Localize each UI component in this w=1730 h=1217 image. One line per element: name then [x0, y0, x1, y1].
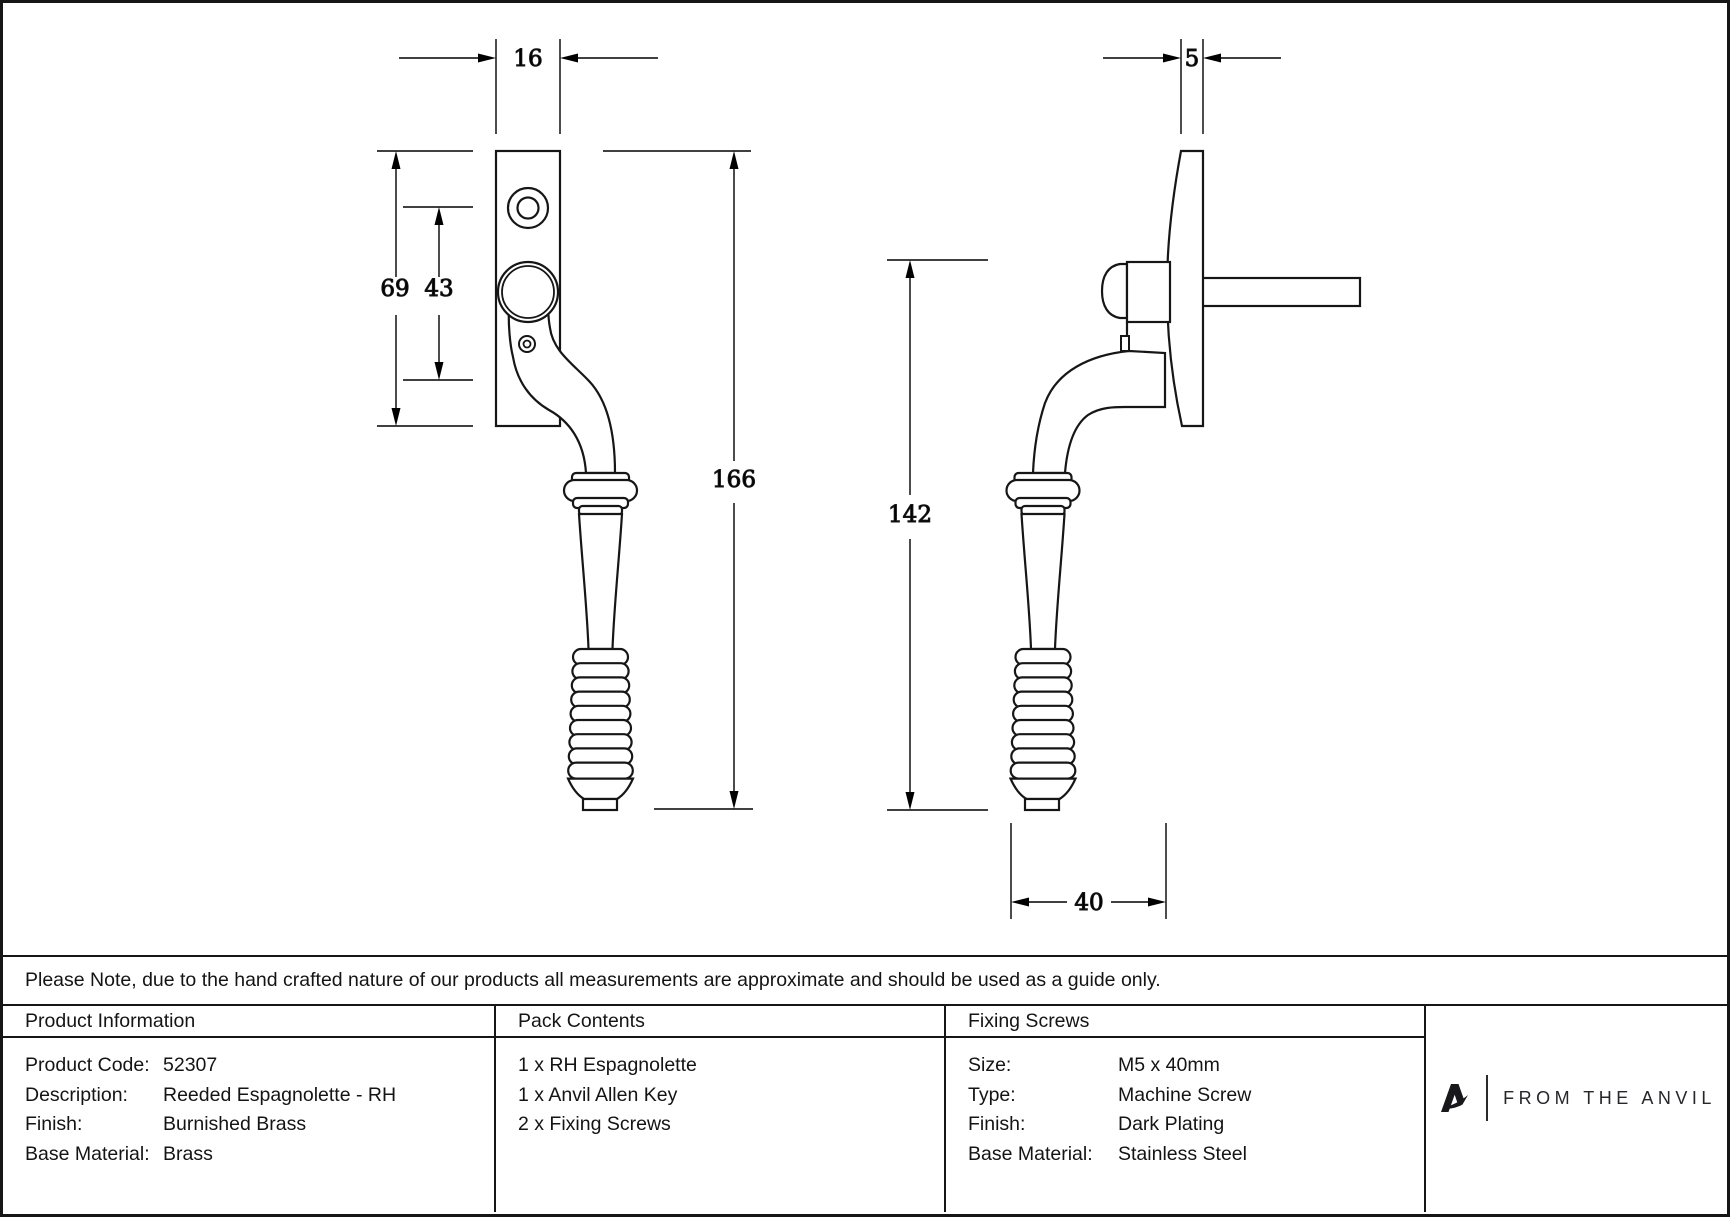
handle-neck-front — [509, 301, 615, 473]
column-fixing-screws — [944, 1006, 1424, 1212]
knob-side-base — [1127, 262, 1170, 322]
note-row — [3, 955, 1727, 1006]
row-label: Finish: — [968, 1113, 1026, 1135]
end-cap-tip-front — [583, 799, 617, 810]
dim-label-plate-width: 16 — [513, 46, 543, 72]
dim-label-projection: 40 — [1074, 890, 1104, 916]
stem-side — [1022, 514, 1065, 649]
collar-front — [564, 473, 637, 515]
row-value: Stainless Steel — [1118, 1142, 1247, 1165]
row-label: Finish: — [25, 1113, 83, 1135]
list-item: 1 x Anvil Allen Key — [518, 1083, 678, 1106]
dim-handle-length — [887, 260, 988, 810]
list-item: 2 x Fixing Screws — [518, 1113, 671, 1135]
list-item: 1 x RH Espagnolette — [518, 1054, 697, 1076]
footer-block — [3, 955, 1727, 1212]
pack-contents-header: Pack Contents — [496, 1006, 944, 1038]
row-value: Dark Plating — [1118, 1113, 1225, 1135]
stem-front — [579, 514, 622, 649]
front-view — [377, 39, 756, 810]
top-screw-hole-inner — [518, 198, 539, 219]
end-cap-side — [1011, 779, 1076, 799]
info-table — [3, 1006, 1727, 1212]
dim-label-overall-length: 166 — [712, 467, 756, 493]
table-row — [25, 1081, 484, 1111]
end-cap-tip-side — [1025, 799, 1059, 810]
row-value: Brass — [163, 1142, 213, 1165]
reeded-grip-side — [1011, 649, 1076, 779]
fixing-screws-header: Fixing Screws — [946, 1006, 1424, 1038]
table-row — [25, 1051, 484, 1081]
reeded-grip-front — [568, 649, 633, 779]
brand-cell — [1424, 1006, 1727, 1212]
table-row — [968, 1140, 1414, 1170]
knob-side-cap — [1102, 264, 1127, 318]
row-label: Description: — [25, 1083, 128, 1106]
dim-label-plate-thickness: 5 — [1184, 46, 1200, 72]
row-value: Reeded Espagnolette - RH — [163, 1083, 397, 1106]
collar-side — [1007, 473, 1080, 515]
knob-front-outer — [498, 262, 558, 322]
table-row — [25, 1110, 484, 1140]
neck-screw-side — [1121, 336, 1129, 351]
product-information-header: Product Information — [3, 1006, 494, 1038]
dim-label-screw-spacing: 43 — [424, 276, 454, 302]
table-row — [968, 1081, 1414, 1111]
row-label: Product Code: — [25, 1054, 150, 1076]
column-product-information — [3, 1006, 494, 1212]
brand-divider — [1486, 1075, 1488, 1121]
row-value: M5 x 40mm — [1118, 1054, 1220, 1076]
neck-screw-inner — [524, 341, 531, 348]
row-value: Machine Screw — [1118, 1083, 1252, 1106]
table-row — [968, 1051, 1414, 1081]
backplate-side — [1167, 151, 1203, 426]
row-value: 52307 — [163, 1054, 218, 1076]
anvil-logo-icon — [1437, 1081, 1471, 1115]
spindle — [1202, 278, 1360, 306]
brand-wordmark: FROM THE ANVIL — [1503, 1087, 1716, 1108]
row-label: Type: — [968, 1083, 1016, 1106]
dim-label-handle-length: 142 — [888, 502, 932, 528]
row-label: Base Material: — [968, 1142, 1093, 1165]
handle-neck-side — [1033, 351, 1165, 473]
dim-label-plate-height: 69 — [380, 276, 410, 302]
technical-drawing — [3, 3, 1727, 955]
column-pack-contents — [494, 1006, 944, 1212]
row-label: Base Material: — [25, 1142, 150, 1165]
row-value: Burnished Brass — [163, 1113, 307, 1135]
side-view — [887, 39, 1360, 919]
table-row — [25, 1140, 484, 1170]
end-cap-front — [568, 779, 633, 799]
note-text: Please Note, due to the hand crafted nature of our products all measurements are approximate and should be used as a guide only. — [25, 969, 1161, 991]
table-row — [968, 1110, 1414, 1140]
row-label: Size: — [968, 1054, 1012, 1076]
